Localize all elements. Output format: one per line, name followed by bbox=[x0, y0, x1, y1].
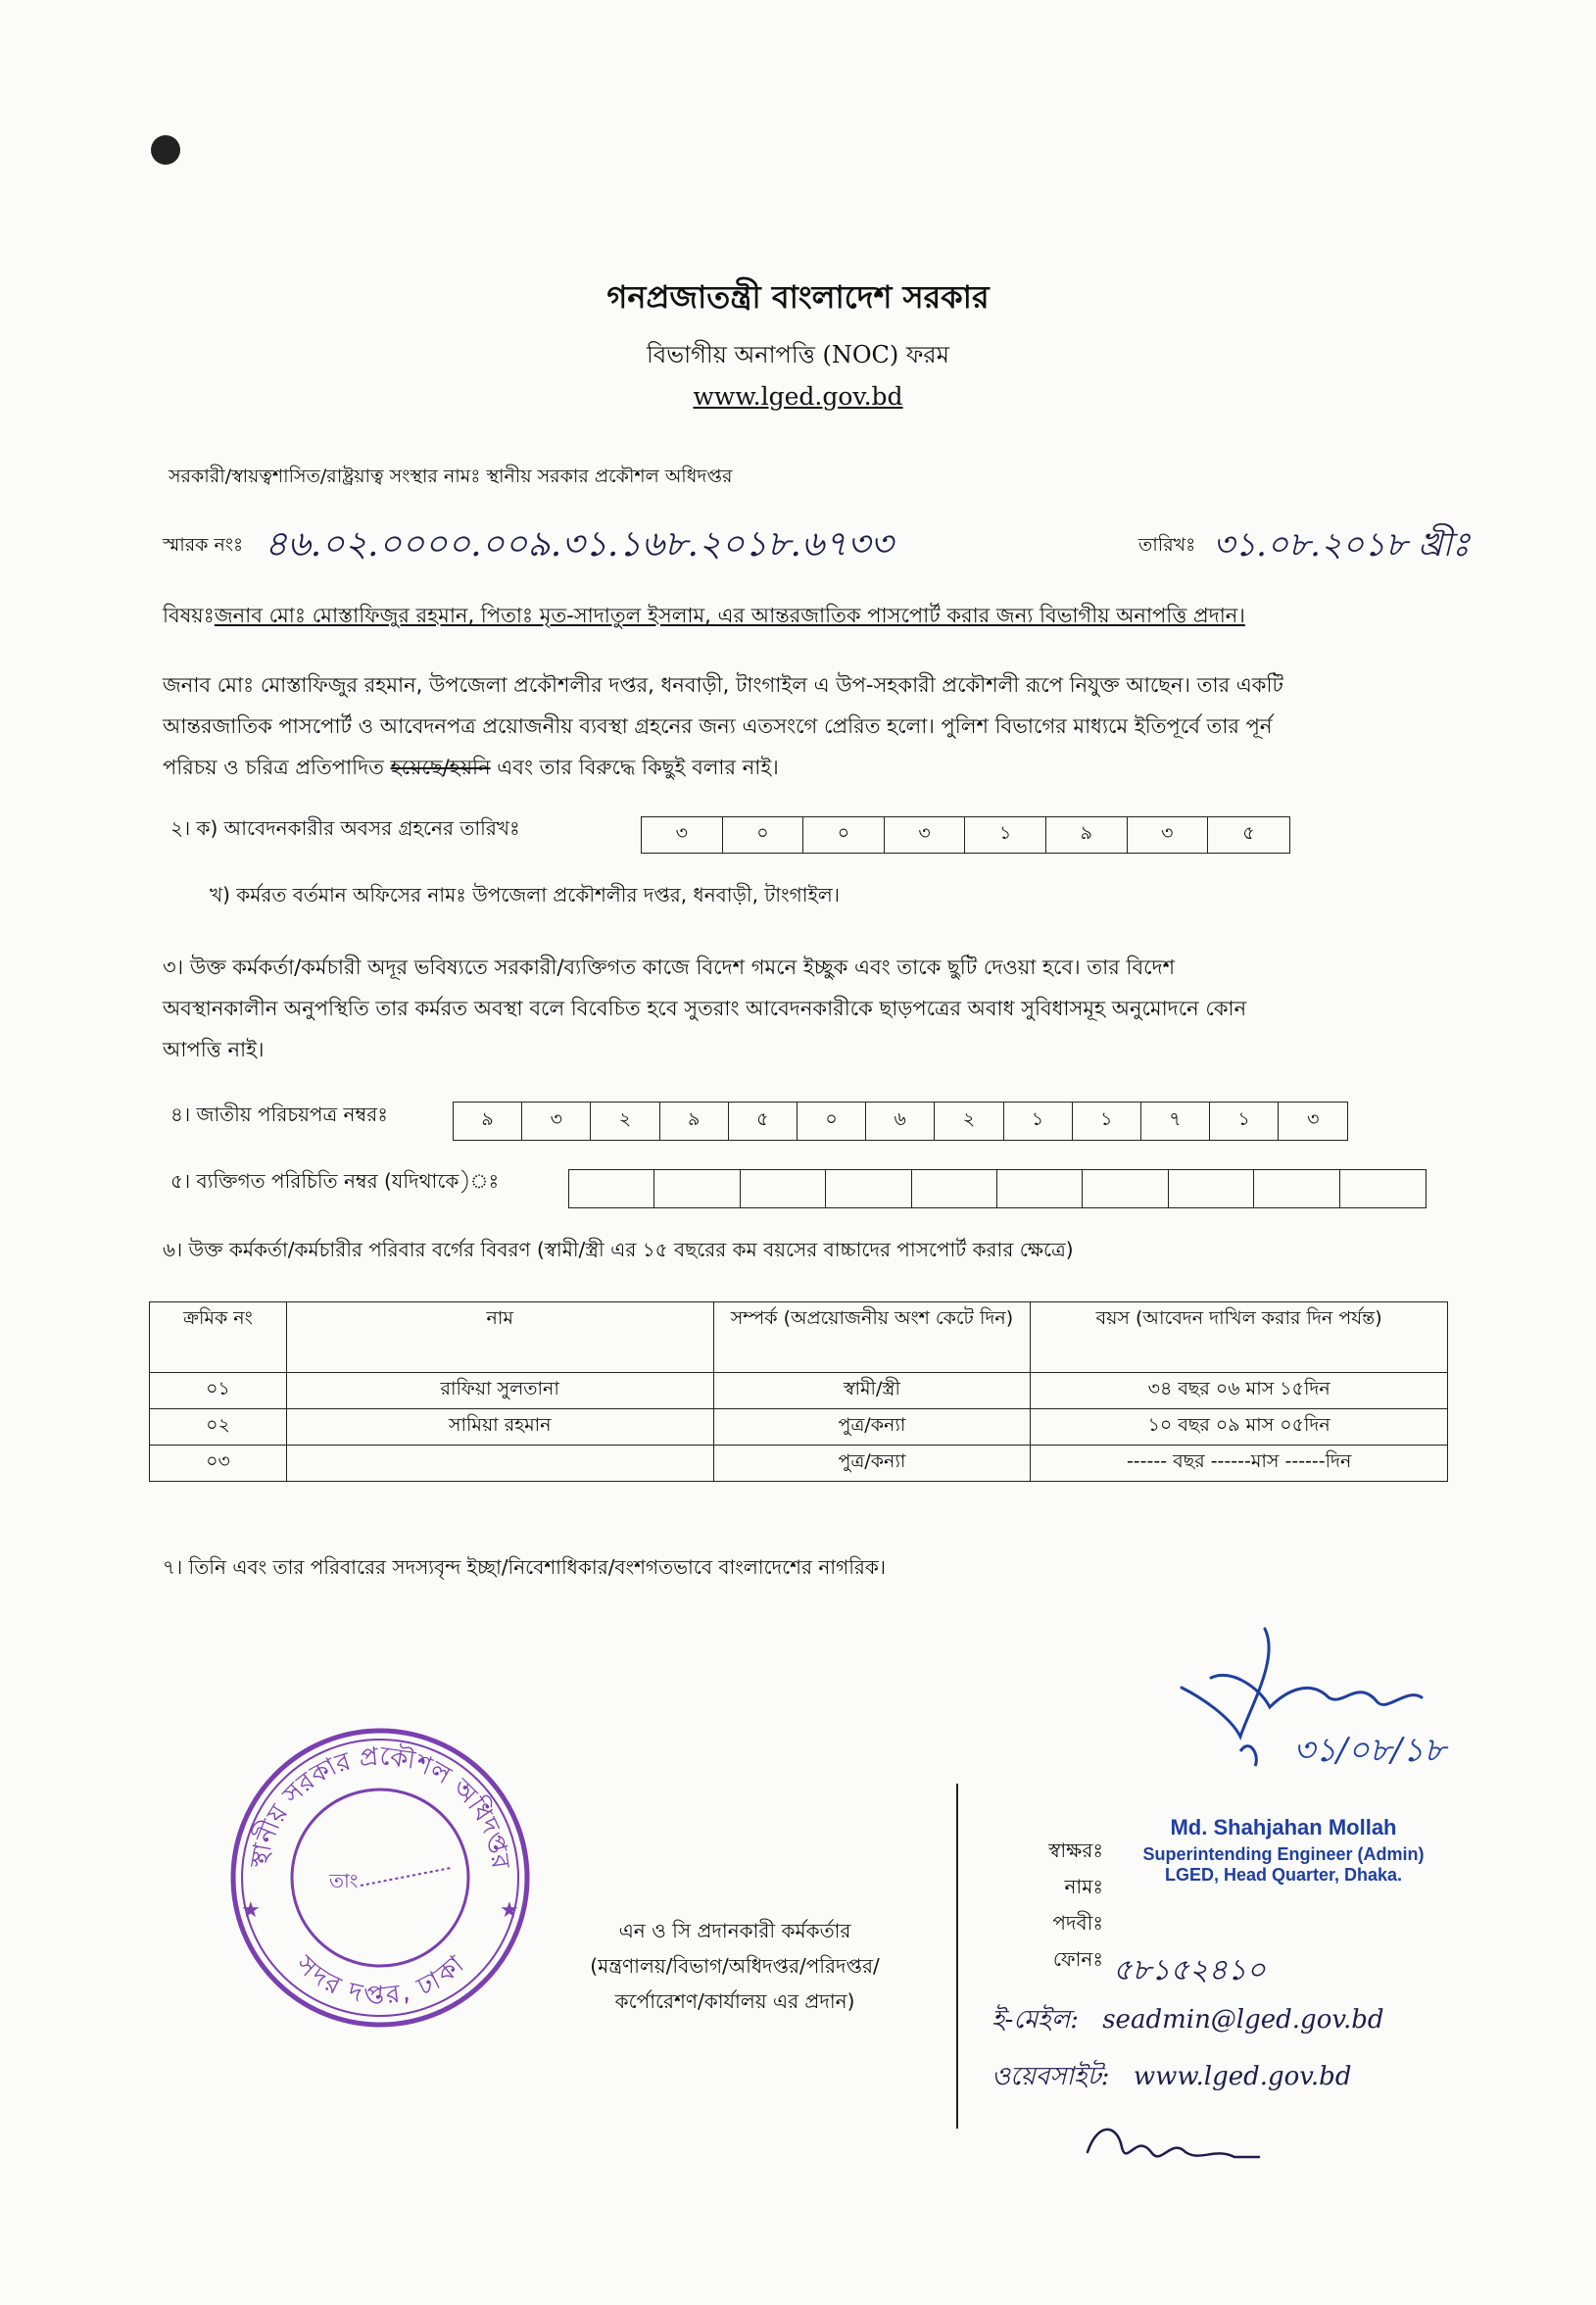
col-relation: সম্পর্ক (অপ্রয়োজনীয় অংশ কেটে দিন) bbox=[713, 1302, 1031, 1373]
email-line bbox=[991, 1999, 1384, 2042]
digit-box: ১ bbox=[1073, 1103, 1141, 1140]
personal-id-label: ৫। ব্যক্তিগত পরিচিতি নম্বর (যদিথাকে)ঃ bbox=[170, 1169, 500, 1193]
authority-line-1: এন ও সি প্রদানকারী কর্মকর্তার bbox=[618, 1919, 851, 1942]
svg-text:তাং: তাং bbox=[329, 1869, 359, 1892]
digit-box: ৯ bbox=[1046, 817, 1128, 853]
subject-text: জনাব মোঃ মোস্তাফিজুর রহমান, পিতাঃ মৃত-সাদাতুল ইসলাম, এর আন্তরজাতিক পাসপোর্ট করার জন্য বিভাগীয় অনাপত্তি প্রদান। bbox=[214, 604, 1245, 627]
digit-box: ৩ bbox=[522, 1103, 591, 1140]
initial-signature bbox=[1078, 2113, 1274, 2182]
digit-box: ৭ bbox=[1141, 1103, 1210, 1140]
digit-box: ০ bbox=[803, 817, 885, 853]
web-line bbox=[991, 2056, 1351, 2099]
document-subtitle: বিভাগীয় অনাপত্তি (NOC) ফরম bbox=[647, 341, 949, 368]
subject-label: বিষয়ঃ bbox=[163, 604, 215, 627]
table-row: ০১ রাফিয়া সুলতানা স্বামী/স্ত্রী ৩৪ বছর ০৬ মাস ১৫দিন bbox=[150, 1373, 1448, 1409]
email-label: ই-মেইল: bbox=[991, 2005, 1079, 2035]
memo-label: স্মারক নংঃ bbox=[163, 534, 244, 556]
digit-box: ৩ bbox=[1128, 817, 1209, 853]
digit-box bbox=[1083, 1170, 1168, 1207]
col-serial: ক্রমিক নং bbox=[150, 1302, 287, 1373]
digit-box: ১ bbox=[1004, 1103, 1073, 1140]
officer-office: LGED, Head Quarter, Dhaka. bbox=[1164, 1865, 1403, 1885]
organization-line: সরকারী/স্বায়ত্বশাসিত/রাষ্ট্রয়াত্ব সংস্থার নামঃ স্থানীয় সরকার প্রকৌশল অধিদপ্তর bbox=[169, 466, 733, 487]
digit-box: ০ bbox=[723, 817, 804, 853]
digit-box: ৩ bbox=[885, 817, 966, 853]
table-row: ০২ সামিয়া রহমান পুত্র/কন্যা ১০ বছর ০৯ মাস ০৫দিন bbox=[150, 1409, 1448, 1446]
retirement-date-label: ২। ক) আবেদনকারীর অবসর গ্রহনের তারিখঃ bbox=[170, 816, 520, 840]
web-value: www.lged.gov.bd bbox=[1133, 2062, 1352, 2091]
official-seal-stamp bbox=[223, 1721, 537, 2035]
date-label: তারিখঃ bbox=[1138, 534, 1196, 556]
memo-number: ৪৬.০২.০০০০.০০৯.৩১.১৬৮.২০১৮.৬৭৩৩ bbox=[265, 524, 894, 564]
label-designation: পদবীঃ bbox=[1052, 1911, 1103, 1935]
digit-box bbox=[569, 1170, 654, 1207]
website-link[interactable]: www.lged.gov.bd bbox=[693, 382, 903, 411]
digit-box bbox=[1169, 1170, 1254, 1207]
digit-box bbox=[826, 1170, 911, 1207]
digit-box: ০ bbox=[798, 1103, 866, 1140]
punch-hole bbox=[151, 135, 180, 165]
section3-line-2: অবস্থানকালীন অনুপস্থিতি তার কর্মরত অবস্থা বলে বিবেচিত হবে সুতরাং আবেদনকারীকে ছাড়পত্রের অবাধ সুবিধাসমূহ অনুমোদনে কোন bbox=[163, 997, 1247, 1020]
label-phone: ফোনঃ bbox=[1052, 1947, 1103, 1971]
intro-line-2: আন্তরজাতিক পাসপোর্ট ও আবেদনপত্র প্রয়োজনীয় ব্যবস্থা গ্রহনের জন্য এতসংগে প্রেরিত হলো। পুলিশ বিভাগের মাধ্যমে ইতিপূর্বে তার পূর্ন bbox=[163, 714, 1273, 738]
digit-box bbox=[654, 1170, 740, 1207]
digit-box bbox=[1254, 1170, 1339, 1207]
signature-date: ৩১/০৮/১৮ bbox=[1293, 1731, 1446, 1770]
email-value: seadmin@lged.gov.bd bbox=[1102, 2005, 1384, 2035]
digit-box: ২ bbox=[591, 1103, 659, 1140]
digit-box: ৬ bbox=[866, 1103, 935, 1140]
authority-line-3: কর্পোরেশণ/কার্যালয় এর প্রদান) bbox=[614, 1989, 855, 2013]
label-signature: স্বাক্ষরঃ bbox=[1048, 1839, 1103, 1862]
svg-text:★: ★ bbox=[500, 1898, 519, 1923]
nid-label: ৪। জাতীয় পরিচয়পত্র নম্বরঃ bbox=[170, 1103, 388, 1126]
current-office-line: খ) কর্মরত বর্তমান অফিসের নামঃ উপজেলা প্রকৌশলীর দপ্তর, ধনবাড়ী, টাংগাইল। bbox=[210, 883, 840, 907]
digit-box bbox=[912, 1170, 997, 1207]
svg-text:সদর দপ্তর, ঢাকা: সদর দপ্তর, ঢাকা bbox=[290, 1949, 470, 2011]
family-table bbox=[149, 1301, 1448, 1482]
authority-block bbox=[549, 1913, 921, 2019]
digit-box: ১ bbox=[1210, 1103, 1279, 1140]
intro-line-1: জনাব মোঃ মোস্তাফিজুর রহমান, উপজেলা প্রকৌশলীর দপ্তর, ধনবাড়ী, টাংগাইল এ উপ-সহকারী প্রকৌশলী রূপে নিযুক্ত আছেন। তার একটি bbox=[163, 673, 1283, 697]
officer-name: Md. Shahjahan Mollah bbox=[1170, 1815, 1397, 1839]
officer-title: Superintending Engineer (Admin) bbox=[1142, 1844, 1425, 1864]
digit-box: ৫ bbox=[1242, 822, 1255, 844]
digit-box: ৩ bbox=[1307, 1108, 1320, 1130]
svg-text:স্থানীয় সরকার প্রকৌশল অধিদপ্ত: স্থানীয় সরকার প্রকৌশল অধিদপ্তর bbox=[245, 1741, 515, 1871]
digit-box bbox=[1340, 1170, 1426, 1207]
digit-box: ৯ bbox=[660, 1103, 729, 1140]
digit-box: ৯ bbox=[454, 1103, 522, 1140]
section3-line-1: ৩। উক্ত কর্মকর্তা/কর্মচারী অদূর ভবিষ্যতে সরকারী/ব্যক্তিগত কাজে বিদেশ গমনে ইচ্ছুক এবং তাকে ছুটি দেওয়া হবে। তার বিদেশ bbox=[163, 956, 1176, 979]
intro-line-3: পরিচয় ও চরিত্র প্রতিপাদিত হয়েছে/হয়নি এবং তার বিরুদ্ধে কিছুই বলার নাই। bbox=[163, 756, 779, 779]
svg-text:★: ★ bbox=[241, 1898, 261, 1923]
digit-box: ৫ bbox=[729, 1103, 798, 1140]
digit-box: ৩ bbox=[642, 817, 723, 853]
signature-labels bbox=[1005, 1833, 1103, 1978]
col-age: বয়স (আবেদন দাখিল করার দিন পর্যন্ত) bbox=[1031, 1302, 1448, 1373]
intro-paragraph bbox=[163, 664, 1436, 788]
digit-box bbox=[997, 1170, 1083, 1207]
subject-line bbox=[163, 600, 1245, 634]
family-table-header bbox=[150, 1302, 1448, 1373]
col-name: নাম bbox=[286, 1302, 713, 1373]
digit-box: ২ bbox=[935, 1103, 1003, 1140]
web-label: ওয়েবসাইট: bbox=[991, 2062, 1110, 2091]
signature-divider bbox=[956, 1784, 958, 2129]
memo-date: ৩১.০৮.২০১৮ খ্রীঃ bbox=[1213, 525, 1471, 564]
struck-option: হয়েছে/হয়নি bbox=[390, 756, 491, 779]
family-section-label: ৬। উক্ত কর্মকর্তা/কর্মচারীর পরিবার বর্গের বিবরণ (স্বামী/স্ত্রী এর ১৫ বছরের কম বয়সের বাচ্চাদের পাসপোর্ট করার ক্ষেত্রে) bbox=[163, 1238, 1074, 1261]
retirement-date-boxes bbox=[641, 816, 1290, 854]
table-row: ০৩ পুত্র/কন্যা ------ বছর ------মাস ------দিন bbox=[150, 1446, 1448, 1482]
section3-paragraph bbox=[163, 947, 1436, 1070]
citizenship-statement: ৭। তিনি এবং তার পরিবারের সদস্যবৃন্দ ইচ্ছা/নিবেশাধিকার/বংশগতভাবে বাংলাদেশের নাগরিক। bbox=[163, 1555, 887, 1579]
authority-line-2: (মন্ত্রণালয়/বিভাগ/অধিদপ্তর/পরিদপ্তর/ bbox=[590, 1954, 880, 1978]
personal-id-boxes bbox=[568, 1169, 1427, 1208]
phone-value: ৫৮১৫২৪১০ bbox=[1113, 1953, 1266, 1987]
document-title: গনপ্রজাতন্ত্রী বাংলাদেশ সরকার bbox=[606, 278, 990, 316]
officer-name-stamp bbox=[1127, 1815, 1440, 1886]
section3-line-3: আপত্তি নাই। bbox=[163, 1038, 265, 1061]
digit-box: ১ bbox=[965, 817, 1046, 853]
digit-box bbox=[741, 1170, 826, 1207]
label-name: নামঃ bbox=[1064, 1875, 1103, 1898]
nid-number-boxes bbox=[453, 1102, 1348, 1141]
